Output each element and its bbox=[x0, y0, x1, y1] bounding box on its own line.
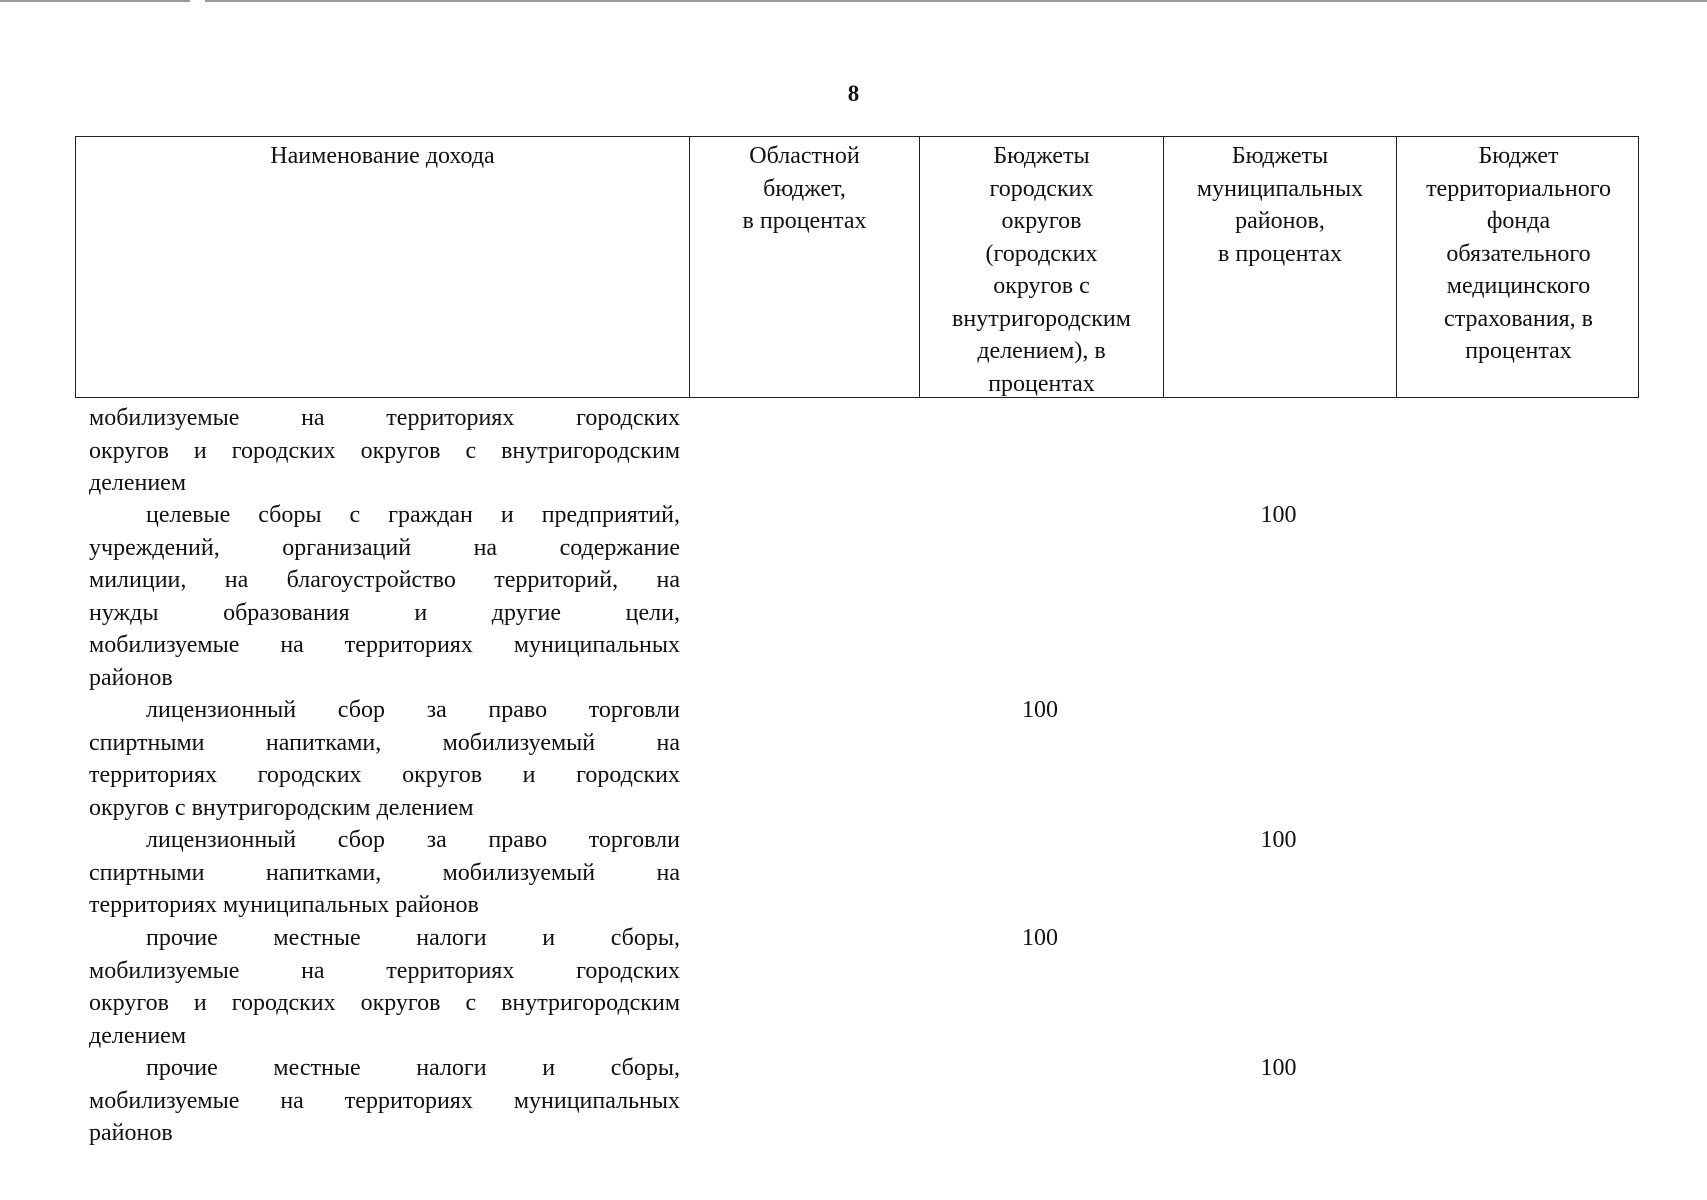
header-line: округов с bbox=[993, 273, 1090, 299]
row-text-line: районов bbox=[89, 1120, 173, 1146]
header-line: Бюджеты bbox=[1231, 143, 1329, 169]
header-line: городских bbox=[989, 175, 1094, 202]
row-text-line: делением bbox=[89, 1022, 187, 1049]
row-text-line: спиртными напитками, мобилизуемый на bbox=[89, 859, 680, 886]
table-row bbox=[89, 402, 680, 500]
row-value-municipal: 100 bbox=[1260, 502, 1297, 528]
page-number: 8 bbox=[847, 81, 860, 106]
row-text-line: лицензионный сбор за право торговли bbox=[146, 697, 680, 723]
header-line: страхования, в bbox=[1444, 305, 1593, 332]
row-value-municipal: 100 bbox=[1260, 1055, 1297, 1081]
row-text-line: мобилизуемые на территориях городских bbox=[89, 957, 680, 984]
header-line: муниципальных bbox=[1196, 175, 1364, 202]
header-line: районов, bbox=[1235, 208, 1325, 234]
table-row bbox=[89, 694, 680, 824]
header-line: Областной bbox=[749, 143, 860, 169]
header-line: в процентах bbox=[1218, 240, 1342, 267]
table-row bbox=[89, 1052, 680, 1150]
header-line: округов bbox=[1001, 208, 1082, 234]
header-line: делением), в bbox=[977, 338, 1106, 364]
table-row bbox=[89, 824, 680, 922]
row-text-line: прочие местные налоги и сборы, bbox=[146, 925, 680, 951]
row-text-line: мобилизуемые на территориях муниципальных bbox=[89, 632, 680, 658]
row-value-city: 100 bbox=[1022, 925, 1058, 951]
row-text-line: мобилизуемые на территориях городских bbox=[89, 405, 680, 431]
header-line: территориального bbox=[1426, 175, 1611, 202]
header-line: процентах bbox=[1465, 338, 1572, 364]
row-text-line: нужды образования и другие цели, bbox=[89, 599, 680, 626]
row-text-line: районов bbox=[89, 664, 173, 691]
header-line: обязательного bbox=[1446, 240, 1591, 267]
row-text-line: округов и городских округов с внутригородским bbox=[89, 990, 680, 1016]
row-text-line: учреждений, организаций на содержание bbox=[89, 534, 680, 561]
row-text-line: прочие местные налоги и сборы, bbox=[146, 1055, 680, 1081]
row-text-line: лицензионный сбор за право торговли bbox=[146, 827, 680, 853]
row-text-line: округов с внутригородским делением bbox=[89, 794, 474, 821]
row-value-city: 100 bbox=[1022, 697, 1058, 723]
header-line: Бюджеты bbox=[993, 143, 1090, 169]
row-text-line: округов и городских округов с внутригородским bbox=[89, 437, 680, 464]
header-line: процентах bbox=[988, 370, 1095, 397]
row-text-line: территориях городских округов и городских bbox=[89, 762, 680, 788]
row-text-line: делением bbox=[89, 470, 187, 496]
table-row bbox=[89, 922, 680, 1052]
header-line: фонда bbox=[1486, 208, 1551, 234]
table-row bbox=[89, 499, 680, 694]
row-text-line: спиртными напитками, мобилизуемый на bbox=[89, 729, 680, 756]
header-line: внутригородским bbox=[952, 305, 1131, 332]
header-line: в процентах bbox=[742, 208, 867, 234]
row-text-line: территориях муниципальных районов bbox=[89, 892, 479, 918]
row-text-line: мобилизуемые на территориях муниципальных bbox=[89, 1087, 680, 1114]
header-line: Бюджет bbox=[1478, 143, 1559, 169]
header-line: медицинского bbox=[1446, 273, 1591, 299]
row-value-municipal: 100 bbox=[1260, 827, 1297, 853]
header-line: бюджет, bbox=[763, 175, 846, 202]
row-text-line: целевые сборы с граждан и предприятий, bbox=[146, 502, 680, 528]
header-line: (городских bbox=[985, 240, 1098, 267]
header-line: Наименование дохода bbox=[270, 143, 495, 169]
row-text-line: милиции, на благоустройство территорий, на bbox=[89, 567, 680, 593]
